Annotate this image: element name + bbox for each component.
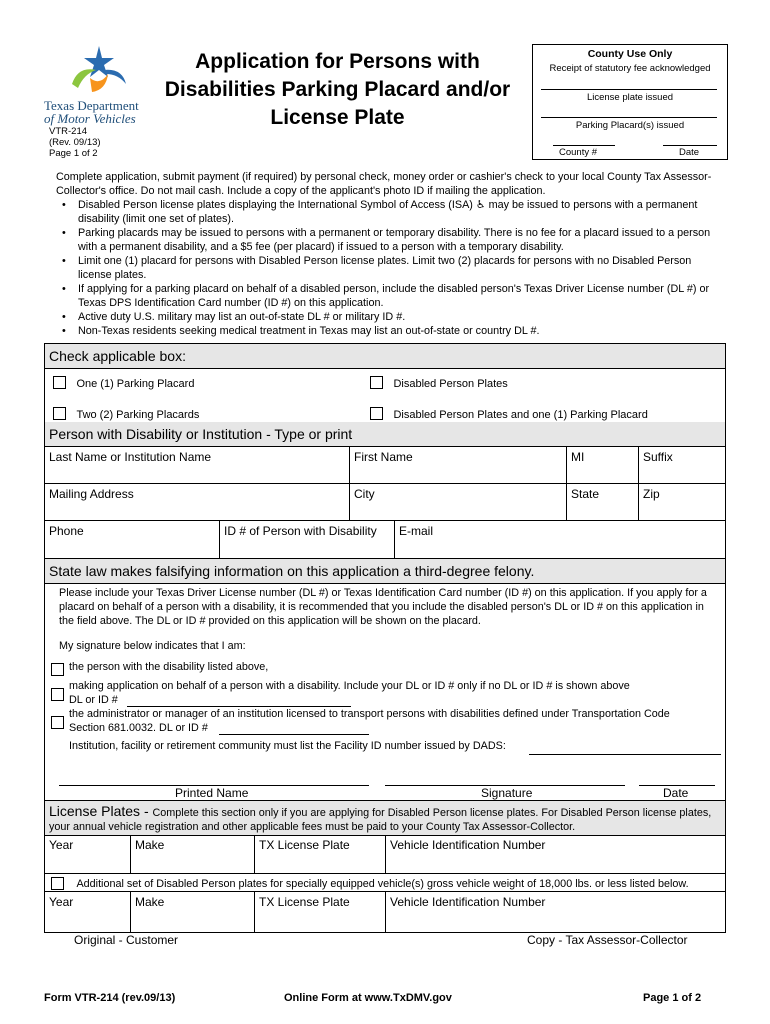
opt-institution-dl-label: Section 681.0032. DL or ID # bbox=[69, 722, 208, 734]
opt-one-placard-checkbox[interactable] bbox=[53, 376, 66, 389]
opt-behalf-label: making application on behalf of a person with a disability. Include your DL or ID # only if no DL or ID # is shown above bbox=[69, 680, 630, 692]
logo-text-line2: of Motor Vehicles bbox=[44, 111, 136, 126]
check-section-heading: Check applicable box: bbox=[45, 344, 725, 369]
form-rev: (Rev. 09/13) bbox=[49, 137, 101, 148]
zip-label: Zip bbox=[643, 487, 660, 501]
title-line3: License Plate bbox=[270, 106, 405, 129]
opt-plates-and-placard-checkbox[interactable] bbox=[370, 407, 383, 420]
intro-bullet-2: • Parking placards may be issued to persons with a permanent or temporary disability. There is no fee for a placard issued to a person with a permanent disability, and a $5 fee (per placard) if issued to a person with a temporary disability. bbox=[56, 226, 718, 254]
email-field[interactable] bbox=[395, 521, 725, 558]
person-section bbox=[44, 422, 726, 559]
county-box-title: County Use Only bbox=[587, 48, 673, 60]
footer-page: Page 1 of 2 bbox=[643, 992, 702, 1004]
last-name-field[interactable] bbox=[45, 447, 350, 484]
county-date-line bbox=[663, 145, 717, 146]
zip-field[interactable] bbox=[639, 484, 725, 521]
vin-label-1: Vehicle Identification Number bbox=[390, 838, 546, 852]
opt-institution-label: the administrator or manager of an institution licensed to transport persons with disabilities defined under Transportation Code bbox=[69, 708, 670, 720]
phone-label: Phone bbox=[49, 524, 84, 538]
plates-heading bbox=[45, 800, 725, 836]
txdmv-star-logo-icon bbox=[44, 44, 154, 94]
additional-plates-checkbox[interactable] bbox=[51, 877, 64, 890]
tx-plate-label-1: TX License Plate bbox=[259, 838, 350, 852]
person-section-heading: Person with Disability or Institution - Type or print bbox=[45, 422, 725, 447]
opt-disabled-plates-label: Disabled Person Plates bbox=[393, 378, 508, 390]
txdmv-logo bbox=[44, 44, 154, 126]
county-fee-label: Receipt of statutory fee acknowledged bbox=[549, 63, 711, 74]
opt-behalf-dl-label: DL or ID # bbox=[69, 694, 118, 706]
tx-plate-label-2: TX License Plate bbox=[259, 895, 350, 909]
felony-heading: State law makes falsifying information on this application a third-degree felony. bbox=[45, 558, 725, 584]
year-label-2: Year bbox=[49, 895, 74, 909]
plates-heading-title: License Plates - bbox=[49, 803, 153, 819]
opt-two-placards[interactable] bbox=[53, 405, 199, 423]
make-label-2: Make bbox=[135, 895, 165, 909]
county-date-label: Date bbox=[679, 147, 700, 158]
distribution-copy: Copy - Tax Assessor-Collector bbox=[527, 933, 688, 947]
opt-plates-and-placard-label: Disabled Person Plates and one (1) Parking Placard bbox=[393, 409, 648, 421]
date-label: Date bbox=[663, 786, 689, 800]
phone-field[interactable] bbox=[45, 521, 220, 558]
make-field-1[interactable] bbox=[131, 835, 255, 874]
opt-disabled-plates[interactable] bbox=[370, 374, 508, 392]
mi-field[interactable] bbox=[567, 447, 639, 484]
printed-name-label: Printed Name bbox=[175, 786, 249, 800]
make-field-2[interactable] bbox=[131, 892, 255, 932]
felony-paragraph: Please include your Texas Driver License number (DL #) or Texas Identification Card number (ID #) on this application. If you apply for a placard on behalf of a person with a disability, it is recommended that you include the disabled person's DL or ID # on this application in the field above. The DL or ID # provided on this application will be shown on the placard. bbox=[59, 587, 707, 627]
state-field[interactable] bbox=[567, 484, 639, 521]
form-id: VTR-214 bbox=[49, 126, 88, 137]
opt-one-placard-label: One (1) Parking Placard bbox=[76, 378, 195, 390]
opt-two-placards-label: Two (2) Parking Placards bbox=[76, 409, 200, 421]
first-name-label: First Name bbox=[354, 450, 413, 464]
vin-label-2: Vehicle Identification Number bbox=[390, 895, 546, 909]
opt-plates-and-placard[interactable] bbox=[370, 405, 648, 423]
county-no-line bbox=[553, 145, 615, 146]
page-title bbox=[150, 48, 525, 132]
first-name-field[interactable] bbox=[350, 447, 567, 484]
tx-plate-field-2[interactable] bbox=[255, 892, 386, 932]
check-section bbox=[44, 343, 726, 424]
mi-label: MI bbox=[571, 450, 585, 464]
suffix-field[interactable] bbox=[639, 447, 725, 484]
footer-online: Online Form at www.TxDMV.gov bbox=[284, 992, 452, 1004]
county-placard-label: Parking Placard(s) issued bbox=[575, 120, 685, 131]
county-use-box bbox=[532, 44, 728, 160]
county-no-label: County # bbox=[559, 147, 598, 158]
intro-bullet-3: • Limit one (1) placard for persons with Disabled Person license plates. Limit two (2) placards for persons with no Disabled Person license plates. bbox=[56, 254, 718, 282]
sig-intro: My signature below indicates that I am: bbox=[59, 640, 246, 652]
city-field[interactable] bbox=[350, 484, 567, 521]
opt-behalf-dl-line[interactable] bbox=[127, 706, 351, 707]
plates-heading-desc: Complete this section only if you are applying for Disabled Person license plates. For Disabled Person license plates, your annual vehicle registration and other applicable fees must be paid to your County Tax Assessor-Collector. bbox=[49, 807, 712, 833]
opt-behalf-checkbox[interactable] bbox=[51, 686, 64, 704]
signature-label: Signature bbox=[481, 786, 533, 800]
county-plate-line bbox=[541, 117, 717, 118]
id-number-field[interactable] bbox=[220, 521, 395, 558]
additional-plates-row[interactable] bbox=[45, 874, 725, 892]
year-field-1[interactable] bbox=[45, 835, 131, 874]
distribution-original: Original - Customer bbox=[74, 933, 179, 947]
year-field-2[interactable] bbox=[45, 892, 131, 932]
intro-bullet-1: • Disabled Person license plates displaying the International Symbol of Access (ISA) ♿ may be issued to persons with a permanent disability (limit one set of plates). bbox=[56, 198, 718, 226]
vin-field-2[interactable] bbox=[386, 892, 725, 932]
county-fee-line bbox=[541, 89, 717, 90]
county-plate-label: License plate issued bbox=[586, 92, 674, 103]
opt-one-placard[interactable] bbox=[53, 374, 194, 392]
last-name-label: Last Name or Institution Name bbox=[49, 450, 212, 464]
suffix-label: Suffix bbox=[643, 450, 673, 464]
id-number-label: ID # of Person with Disability bbox=[224, 524, 377, 538]
intro-bullet-5: • Active duty U.S. military may list an out-of-state DL # or military ID #. bbox=[56, 310, 718, 324]
opt-self-checkbox[interactable] bbox=[51, 661, 64, 679]
intro-bullet-4: • If applying for a parking placard on behalf of a disabled person, include the disabled person's Texas Driver License number (DL #) or Texas DPS Identification Card number (ID #) on this application. bbox=[56, 282, 718, 310]
tx-plate-field-1[interactable] bbox=[255, 835, 386, 874]
mailing-address-field[interactable] bbox=[45, 484, 350, 521]
form-page: Page 1 of 2 bbox=[49, 148, 98, 159]
opt-institution-dl-line[interactable] bbox=[219, 734, 369, 735]
intro-paragraph: Complete application, submit payment (if required) by personal check, money order or cashier's check to your local County Tax Assessor-Collector's office. Do not mail cash. Include a copy of the applicant's photo ID if mailing the application. bbox=[56, 171, 712, 197]
footer-form-id: Form VTR-214 (rev.09/13) bbox=[44, 992, 176, 1004]
make-label-1: Make bbox=[135, 838, 165, 852]
signature-section bbox=[44, 558, 726, 801]
plates-section bbox=[44, 800, 726, 933]
opt-disabled-plates-checkbox[interactable] bbox=[370, 376, 383, 389]
opt-two-placards-checkbox[interactable] bbox=[53, 407, 66, 420]
facility-id-line[interactable] bbox=[529, 754, 721, 755]
state-label: State bbox=[571, 487, 600, 501]
opt-institution-checkbox[interactable] bbox=[51, 714, 64, 732]
email-label: E-mail bbox=[399, 524, 434, 538]
intro-text bbox=[56, 170, 718, 338]
form-meta bbox=[49, 126, 101, 159]
facility-label: Institution, facility or retirement community must list the Facility ID number issued by DADS: bbox=[69, 740, 506, 752]
city-label: City bbox=[354, 487, 375, 501]
year-label-1: Year bbox=[49, 838, 74, 852]
mailing-address-label: Mailing Address bbox=[49, 487, 134, 501]
additional-plates-label: Additional set of Disabled Person plates for specially equipped vehicle(s) gross vehicle weight of 18,000 lbs. or less listed below. bbox=[76, 878, 689, 890]
title-line2: Disabilities Parking Placard and/or bbox=[164, 78, 511, 101]
title-line1: Application for Persons with bbox=[195, 50, 480, 73]
logo-text-line1: Texas Department bbox=[44, 98, 139, 113]
vin-field-1[interactable] bbox=[386, 835, 725, 874]
intro-bullet-6: • Non-Texas residents seeking medical treatment in Texas may list an out-of-state or country DL #. bbox=[56, 324, 718, 338]
opt-self-label: the person with the disability listed above, bbox=[69, 661, 269, 673]
